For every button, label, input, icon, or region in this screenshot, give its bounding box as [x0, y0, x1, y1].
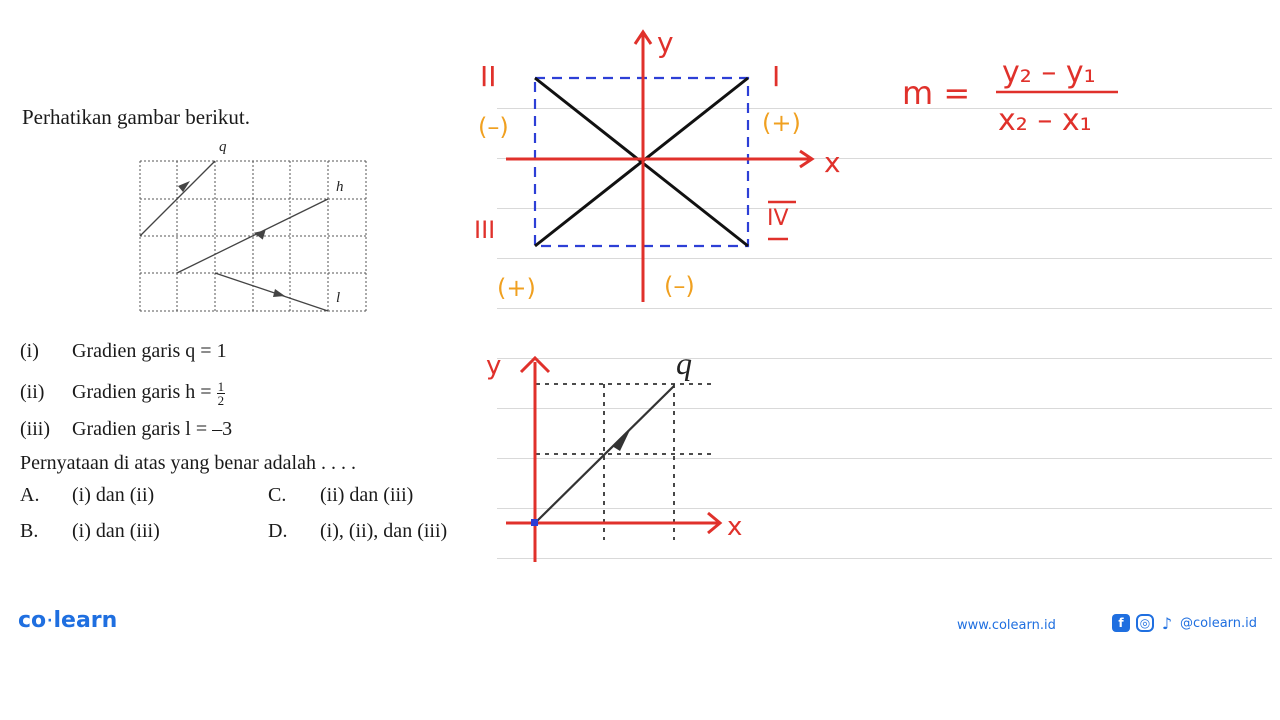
origin-point — [531, 519, 538, 526]
fraction-numerator: 1 — [217, 379, 225, 394]
statement-text: Gradien garis l = –3 — [72, 418, 233, 440]
arrow-l-icon — [273, 289, 285, 297]
question-grid-figure — [140, 161, 366, 311]
arrow-h-icon — [254, 230, 267, 241]
social-handle[interactable]: @colearn.id — [1180, 615, 1258, 631]
instagram-icon[interactable]: ◎ — [1136, 614, 1154, 632]
quadrant-i-label: I — [772, 60, 781, 93]
label-h: h — [336, 179, 344, 195]
website-link[interactable]: www.colearn.id — [957, 618, 1056, 633]
sketch-line-label: q — [676, 345, 692, 381]
label-q: q — [219, 139, 227, 155]
quadrant-iv-label: IV — [767, 206, 789, 231]
formula-numerator: y₂ – y₁ — [1002, 55, 1096, 90]
sign-q1: (+) — [762, 109, 801, 137]
question-title: Perhatikan gambar berikut. — [22, 105, 251, 129]
sign-q3: (+) — [497, 274, 536, 302]
fraction-denominator: 2 — [217, 393, 225, 408]
label-l: l — [336, 290, 341, 306]
quad-x-label: x — [824, 146, 841, 179]
quad-y-label: y — [657, 26, 674, 59]
option-text: (i), (ii), dan (iii) — [320, 520, 448, 542]
social-links — [1112, 614, 1257, 632]
arrow-q-icon — [178, 181, 190, 192]
sketch-y-label: y — [486, 351, 502, 381]
quadrant-iii-label: III — [474, 216, 496, 244]
q-sketch — [506, 358, 720, 562]
brand-dot-icon: · — [47, 613, 53, 629]
option-text: (i) dan (ii) — [72, 484, 155, 506]
brand-left: co — [18, 608, 47, 633]
sketch-x-label: x — [727, 512, 743, 542]
formula-denominator: x₂ – x₁ — [998, 103, 1092, 138]
option-letter: C. — [268, 484, 287, 506]
option-letter: B. — [20, 520, 39, 542]
statement-number: (iii) — [20, 418, 50, 440]
statement-number: (i) — [20, 340, 39, 362]
option-text: (i) dan (iii) — [72, 520, 160, 542]
quadrant-ii-label: II — [480, 60, 497, 93]
option-text: (ii) dan (iii) — [320, 484, 414, 506]
facebook-icon[interactable]: f — [1112, 614, 1130, 632]
option-letter: D. — [268, 520, 288, 542]
tiktok-icon[interactable]: ♪ — [1161, 613, 1173, 633]
sign-q2: (–) — [478, 113, 509, 141]
colearn-logo — [18, 608, 117, 633]
option-letter: A. — [20, 484, 40, 506]
brand-right: learn — [53, 608, 118, 633]
quadrant-sketch — [506, 32, 812, 302]
question-prompt: Pernyataan di atas yang benar adalah . . . . — [20, 452, 356, 474]
statement-number: (ii) — [20, 381, 45, 404]
statement-text: Gradien garis q = 1 — [72, 340, 227, 362]
formula-lhs: m = — [902, 74, 971, 112]
statement-text: Gradien garis h = — [72, 381, 217, 404]
sign-q4: (–) — [664, 272, 695, 300]
sketch-arrow-q-icon — [612, 430, 630, 451]
line-q — [140, 161, 215, 236]
line-l — [215, 273, 328, 311]
